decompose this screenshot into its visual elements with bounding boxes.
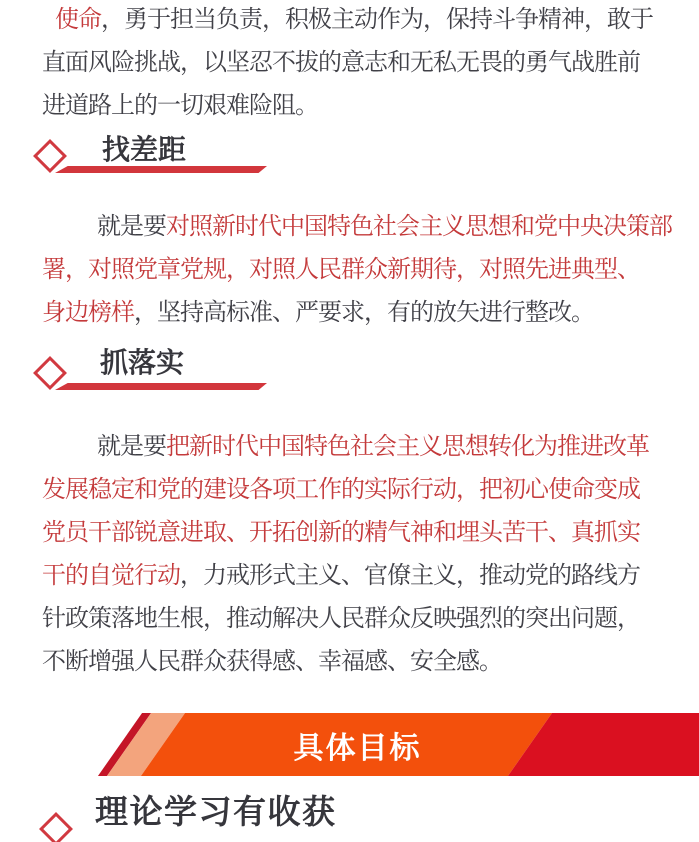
- text-line: 直面风险挑战，以坚忍不拔的意志和无私无畏的勇气战胜前: [42, 49, 640, 76]
- text-line: 党员干部锐意进取、开拓创新的精气神和埋头苦干、真抓实: [42, 519, 640, 546]
- text-line: 使命，勇于担当负责，积极主动作为，保持斗争精神，敢于: [55, 6, 653, 33]
- intro-paragraph: [42, 0, 658, 127]
- text-line: 针政策落地生根，推动解决人民群众反映强烈的突出问题，: [42, 605, 640, 632]
- diamond-icon: [33, 356, 67, 390]
- text-line: 干的自觉行动，力戒形式主义、官僚主义，推动党的路线方: [42, 562, 640, 589]
- text-line: 不断增强人民群众获得感、幸福感、安全感。: [42, 648, 502, 675]
- section-title: 抓落实: [100, 348, 185, 379]
- find-gaps-paragraph: [42, 205, 672, 334]
- text-line: 发展稳定和党的建设各项工作的实际行动，把初心使命变成: [42, 476, 640, 503]
- implementation-paragraph: [42, 425, 658, 683]
- diamond-icon: [33, 139, 67, 173]
- text-line: 署，对照党章党规，对照人民群众新期待，对照先进典型、: [42, 256, 640, 283]
- diamond-icon: [39, 812, 73, 842]
- text-line: 就是要把新时代中国特色社会主义思想转化为推进改革: [97, 433, 649, 460]
- text-line: 就是要对照新时代中国特色社会主义思想和党中央决策部: [97, 213, 672, 240]
- text-line: 进道路上的一切艰难险阻。: [42, 92, 318, 119]
- text-line: 身边榜样，坚持高标准、严要求，有的放矢进行整改。: [42, 299, 594, 326]
- section-title: 找差距: [102, 135, 187, 166]
- section-title: 理论学习有收获: [95, 795, 337, 831]
- title-underline: [55, 383, 267, 390]
- banner-title: 具体目标: [293, 731, 422, 765]
- title-underline: [55, 166, 267, 173]
